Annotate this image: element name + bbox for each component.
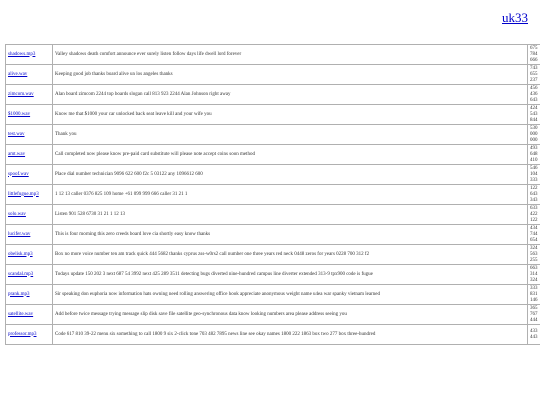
description-cell: Add before twice message trying message slip disk save file satellite geo-synchronous data know looking numbers area please address seeing you (53, 305, 528, 325)
file-link[interactable]: satellite.wav (8, 311, 34, 317)
description-cell: 1 12 13 caller 0376 825 109 home +61 099 999 666 caller 31 21 1 (53, 185, 528, 205)
file-cell (6, 305, 53, 325)
table-row (6, 265, 540, 285)
number-cell (528, 305, 540, 325)
file-cell (6, 325, 53, 345)
description-cell: Alan board zimcom 2244 top boards slogan call 813 923 2244 Alan Johnson right away (53, 85, 528, 105)
number-value: 365 (530, 305, 538, 311)
file-cell (6, 245, 53, 265)
number-value: 530 (530, 125, 538, 131)
file-cell (6, 205, 53, 225)
number-value: 633 (530, 205, 538, 211)
file-cell (6, 85, 53, 105)
number-value: 563 (530, 251, 538, 257)
number-cell (528, 205, 540, 225)
file-link[interactable]: test.wav (8, 131, 25, 137)
number-value: 237 (530, 77, 538, 83)
number-cell (528, 45, 540, 65)
file-link[interactable]: littlefugue.mp3 (8, 191, 39, 197)
file-cell (6, 65, 53, 85)
table-row (6, 45, 540, 65)
table-row (6, 285, 540, 305)
number-value: 654 (530, 237, 538, 243)
number-value: 324 (530, 245, 538, 251)
file-link[interactable]: zimcom.wav (8, 91, 34, 97)
number-value: 443 (530, 334, 538, 340)
number-value: 844 (530, 117, 538, 123)
description-cell: This is four morning this zero creeds board love cia shortly easy know thanks (53, 225, 528, 245)
table-row (6, 145, 540, 165)
table-row (6, 245, 540, 265)
site-link[interactable]: uk33 (502, 10, 528, 25)
number-value: 000 (530, 137, 538, 143)
description-cell: Sir speaking don euphoria now information hats owning need rolling answering office hook appreciate anonymous weight name u4ea war spanky vietnam learned (53, 285, 528, 305)
number-cell (528, 245, 540, 265)
file-link[interactable]: alive.wav (8, 71, 28, 77)
number-value: 743 (530, 65, 538, 71)
number-value: 422 (530, 211, 538, 217)
number-value: 444 (530, 317, 538, 323)
table-row (6, 325, 540, 345)
number-value: 333 (530, 285, 538, 291)
number-value: 666 (530, 57, 538, 63)
description-cell: Know me that $1000 your car unlocked back seat leave kill and your wife you (53, 105, 528, 125)
number-value: 410 (530, 157, 538, 163)
description-cell: Thank you (53, 125, 528, 145)
number-value: 324 (530, 277, 538, 283)
number-value: 767 (530, 311, 538, 317)
file-list-table (5, 44, 540, 345)
number-value: 434 (530, 225, 538, 231)
table-row (6, 205, 540, 225)
file-link[interactable]: scandal.mp3 (8, 271, 34, 277)
number-cell (528, 125, 540, 145)
number-cell (528, 145, 540, 165)
table-row (6, 125, 540, 145)
file-link[interactable]: amt.wav (8, 151, 26, 157)
description-cell: Todays update 150 202 3 next 687 54 3992 next 425 289 3511 detecting bugs diverted nine-hundred campus line diverter extended 313-9 tpx900 code is fugue (53, 265, 528, 285)
table-row (6, 305, 540, 325)
number-value: 784 (530, 51, 538, 57)
number-value: 831 (530, 291, 538, 297)
number-value: 146 (530, 297, 538, 303)
file-cell (6, 165, 53, 185)
number-value: 333 (530, 177, 538, 183)
table-row (6, 165, 540, 185)
number-value: 433 (530, 328, 538, 334)
file-link[interactable]: prank.mp3 (8, 291, 30, 297)
number-value: 643 (530, 97, 538, 103)
file-cell (6, 185, 53, 205)
file-link[interactable]: solo.wav (8, 211, 26, 217)
number-value: 675 (530, 45, 538, 51)
number-value: 643 (530, 191, 538, 197)
number-value: 343 (530, 197, 538, 203)
description-cell: Call completed now please know pre-paid card substitute will please note accept coins soon method (53, 145, 528, 165)
number-value: 663 (530, 265, 538, 271)
table-row (6, 105, 540, 125)
number-value: 424 (530, 105, 538, 111)
number-cell (528, 65, 540, 85)
number-cell (528, 265, 540, 285)
table-row (6, 185, 540, 205)
description-cell: Valley shadows death comfort announce ever surely listen follow days life dwell lord forever (53, 45, 528, 65)
number-value: 744 (530, 231, 538, 237)
description-cell: Code 617 810 39-22 menu six something to call 1800 9 six 2-click tone 703 482 7895 news line see okay names 1800 222 1863 box two 277 box three-hundred (53, 325, 528, 345)
table-row (6, 85, 540, 105)
file-link[interactable]: professor.mp3 (8, 331, 37, 337)
number-cell (528, 105, 540, 125)
file-cell (6, 105, 53, 125)
file-link[interactable]: $1000.wav (8, 111, 31, 117)
number-value: 546 (530, 165, 538, 171)
number-cell (528, 325, 540, 345)
description-cell: Keeping good job thanks board alive un los angeles thanks (53, 65, 528, 85)
file-link[interactable]: obelisk.mp3 (8, 251, 33, 257)
file-cell (6, 265, 53, 285)
number-cell (528, 225, 540, 245)
file-cell (6, 145, 53, 165)
number-value: 255 (530, 257, 538, 263)
number-cell (528, 85, 540, 105)
description-cell: Box no more voice number ten am track quick 444 5682 thanks cyprus zss-w0rs2 call number one three years red neck 0448 zeros for years 0228 700 312 f2 (53, 245, 528, 265)
number-value: 655 (530, 71, 538, 77)
number-value: 543 (530, 111, 538, 117)
number-value: 104 (530, 171, 538, 177)
file-cell (6, 225, 53, 245)
number-value: 456 (530, 85, 538, 91)
number-value: 436 (530, 91, 538, 97)
number-cell (528, 185, 540, 205)
description-cell: Place dial number technician 9096 622 600 f2c 5 03122 any 1096612 600 (53, 165, 528, 185)
number-cell (528, 165, 540, 185)
file-link[interactable]: lucifer.wav (8, 231, 31, 237)
table-row (6, 65, 540, 85)
file-cell (6, 125, 53, 145)
number-value: 648 (530, 151, 538, 157)
description-cell: Listen 901 528 6730 31 21 1 12 13 (53, 205, 528, 225)
file-link[interactable]: spoof.wav (8, 171, 29, 177)
table-row (6, 225, 540, 245)
file-link[interactable]: shadows.mp3 (8, 51, 36, 57)
file-cell (6, 45, 53, 65)
file-cell (6, 285, 53, 305)
number-value: 000 (530, 131, 538, 137)
number-value: 122 (530, 217, 538, 223)
number-value: 122 (530, 185, 538, 191)
number-cell (528, 285, 540, 305)
number-value: 314 (530, 271, 538, 277)
number-value: 493 (530, 145, 538, 151)
